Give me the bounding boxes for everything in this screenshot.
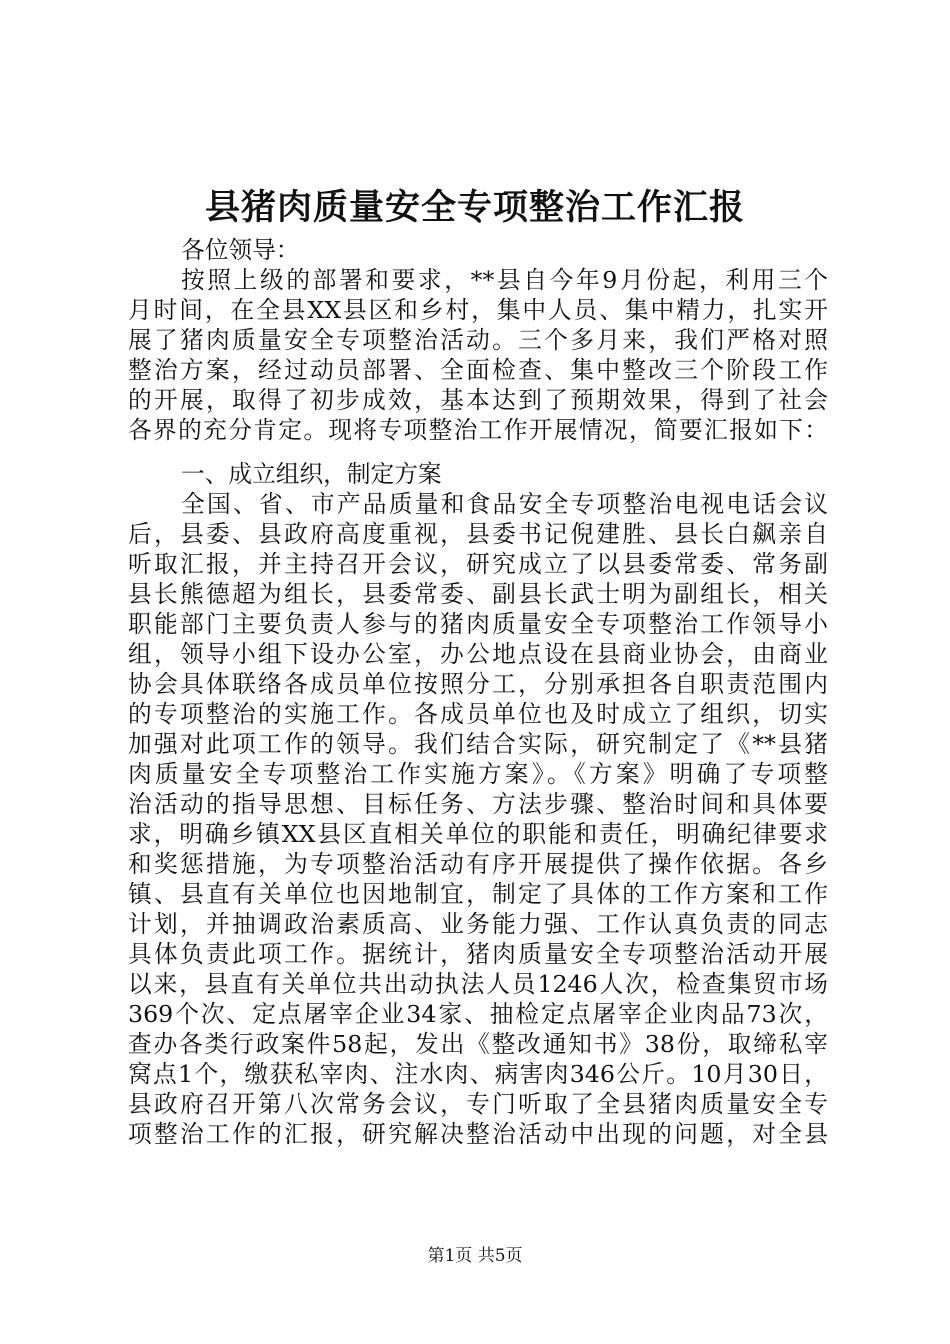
- paragraph-line: 和奖惩措施，为专项整治活动有序开展提供了操作依据。各乡: [128, 850, 828, 878]
- paragraph-line: 月时间，在全县XX县区和乡村，集中人员、集中精力，扎实开: [128, 296, 828, 324]
- paragraph-line: 协会具体联络各成员单位按照分工，分别承担各自职责范围内: [128, 670, 828, 698]
- section1-paragraph: [128, 489, 828, 1149]
- section-heading: 一、成立组织，制定方案: [181, 460, 442, 488]
- paragraph-line: 具体负责此项工作。据统计，猪肉质量安全专项整治活动开展: [128, 940, 828, 968]
- paragraph-line: 县长熊德超为组长，县委常委、副县长武士明为副组长，相关: [128, 580, 828, 608]
- paragraph-line: 组，领导小组下设办公室，办公地点设在县商业协会，由商业: [128, 640, 828, 668]
- intro-paragraph: [128, 265, 828, 445]
- document-body: [128, 235, 828, 1149]
- paragraph-line: 369个次、定点屠宰企业34家、抽检定点屠宰企业肉品73次，: [128, 1000, 828, 1028]
- paragraph-spacer: [128, 445, 828, 459]
- paragraph-line: 计划，并抽调政治素质高、业务能力强、工作认真负责的同志: [128, 910, 828, 938]
- paragraph-line: 求，明确乡镇XX县区直相关单位的职能和责任，明确纪律要求: [128, 820, 828, 848]
- page-footer: 第1页 共5页: [427, 1246, 523, 1266]
- paragraph-line: 的专项整治的实施工作。各成员单位也及时成立了组织，切实: [128, 700, 828, 728]
- paragraph-line: 以来，县直有关单位共出动执法人员1246人次，检查集贸市场: [128, 970, 828, 998]
- paragraph-line: 整治方案，经过动员部署、全面检查、集中整改三个阶段工作: [128, 356, 828, 384]
- paragraph-line: 治活动的指导思想、目标任务、方法步骤、整治时间和具体要: [128, 790, 828, 818]
- paragraph-line: 项整治工作的汇报，研究解决整治活动中出现的问题，对全县: [128, 1120, 828, 1148]
- salutation: 各位领导：: [181, 236, 300, 264]
- paragraph-line: 窝点1个，缴获私宰肉、注水肉、病害肉346公斤。10月30日，: [128, 1060, 828, 1088]
- paragraph-line: 全国、省、市产品质量和食品安全专项整治电视电话会议: [181, 490, 828, 518]
- paragraph-line: 查办各类行政案件58起，发出《整改通知书》38份，取缔私宰: [128, 1030, 828, 1058]
- paragraph-line: 后，县委、县政府高度重视，县委书记倪建胜、县长白飙亲自: [128, 520, 828, 548]
- paragraph-line: 镇、县直有关单位也因地制宜，制定了具体的工作方案和工作: [128, 880, 828, 908]
- paragraph-line: 展了猪肉质量安全专项整治活动。三个多月来，我们严格对照: [128, 326, 828, 354]
- paragraph-line: 肉质量安全专项整治工作实施方案》。《方案》明确了专项整: [128, 760, 828, 788]
- paragraph-line: 听取汇报，并主持召开会议，研究成立了以县委常委、常务副: [128, 550, 828, 578]
- paragraph-line: 职能部门主要负责人参与的猪肉质量安全专项整治工作领导小: [128, 610, 828, 638]
- document-title: 县猪肉质量安全专项整治工作汇报: [204, 187, 745, 228]
- paragraph-line: 加强对此项工作的领导。我们结合实际，研究制定了《**县猪: [128, 730, 828, 758]
- paragraph-line: 的开展，取得了初步成效，基本达到了预期效果，得到了社会: [128, 386, 828, 414]
- paragraph-line: 按照上级的部署和要求，**县自今年9月份起，利用三个: [181, 266, 828, 294]
- paragraph-line: 县政府召开第八次常务会议，专门听取了全县猪肉质量安全专: [128, 1090, 828, 1118]
- paragraph-line: 各界的充分肯定。现将专项整治工作开展情况，简要汇报如下：: [128, 416, 828, 444]
